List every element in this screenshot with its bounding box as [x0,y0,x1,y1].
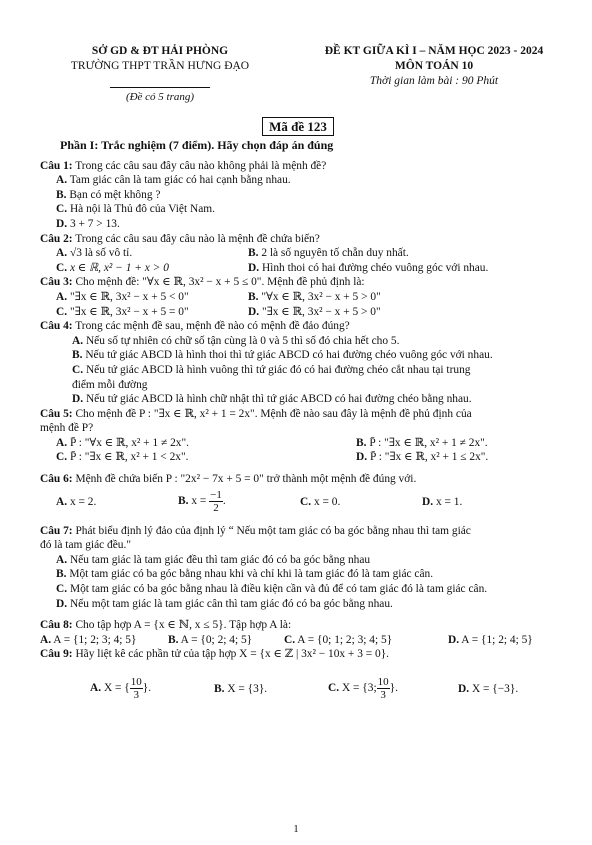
header-left [40,44,280,104]
fraction-numerator: 10 [130,676,142,688]
option-text: Một tam giác có ba góc bằng nhau khi và chỉ khi là tam giác đó là tam giác cân. [69,568,434,581]
option-letter: B. [168,633,179,646]
option-b [168,633,284,648]
fraction [377,676,390,701]
option-letter: B. [72,349,83,362]
options-row [56,450,572,465]
option-letter: C. [56,451,68,464]
option-c [56,305,248,320]
option-b [356,436,488,451]
subject-name: MÔN TOÁN 10 [394,60,474,72]
time-limit: Thời gian làm bài : 90 Phút [369,75,499,87]
option-text: x = 1. [435,495,463,508]
fraction-denominator: 3 [133,689,139,701]
option-letter: C. [56,583,68,596]
option-b: B. x = $\frac{-1}{2}$ . [178,488,226,514]
option-text: Nếu tứ giác ABCD là hình thoi thì tứ giác ABCD có hai đường chéo vuông góc với nhau. [85,349,493,362]
spacer [40,514,572,524]
question-text: Phát biểu định lý đảo của định lý “ Nếu một tam giác có ba góc bằng nhau thì tam giác [75,524,471,537]
option-letter: D. [448,633,460,646]
option-text: Nếu tứ giác ABCD là hình chữ nhật thì tứ giác ABCD có hai đường chéo bằng nhau. [85,393,472,406]
exam-code: Mã đề 123 [262,117,334,136]
option-text: Hà nội là Thủ đô của Việt Nam. [69,203,215,216]
option-letter: B. [214,683,225,695]
option-b [72,348,572,363]
page-number: 1 [293,823,299,835]
question-label: Câu 9: [40,648,73,661]
option-b [56,567,572,582]
question-9 [40,647,572,662]
option-a [56,489,178,514]
question-label: Câu 8: [40,619,73,632]
option-text: A = {0; 2; 4; 5} [180,633,253,646]
option-letter: A. [56,436,68,449]
question-5-continued: mệnh đề P? [40,422,94,435]
option-letter: A. [90,682,102,695]
spacer [40,465,572,472]
option-letter: D. [356,451,368,464]
option-a [56,173,572,188]
spacer [40,611,572,618]
option-letter: A. [72,334,84,347]
option-text: Nếu một tam giác là tam giác cân thì tam giác đó có ba góc bằng nhau. [69,597,393,610]
option-d [248,305,381,320]
option-text: "∀x ∈ ℝ, 3x² − x + 5 > 0" [261,290,381,303]
option-text: A = {0; 1; 2; 3; 4; 5} [297,633,393,646]
question-text: Cho tập hợp A = {x ∈ ℕ, x ≤ 5}. Tập hợp A là: [75,619,292,632]
option-text: "∃x ∈ ℝ, 3x² − x + 5 > 0" [261,305,381,318]
question-5 [40,407,572,422]
option-text: Hình thoi có hai đường chéo vuông góc với nhau. [261,261,489,274]
option-letter: D. [56,217,68,230]
options-row [40,633,572,648]
option-text: Nếu số tự nhiên có chữ số tận cùng là 0 và 5 thì số đó chia hết cho 5. [85,334,400,347]
option-letter: A. [56,247,68,260]
options-row [56,305,572,320]
options-row [56,489,572,514]
option-c [56,202,572,217]
option-a [56,290,248,305]
option-text: A = {1; 2; 4; 5} [461,633,533,646]
question-6 [40,472,572,487]
option-text: "∃x ∈ ℝ, 3x² − x + 5 < 0" [69,290,189,303]
option-letter: D. [56,597,68,610]
option-letter: C. [56,203,68,216]
option-letter: B. [178,494,189,507]
option-text: P̄ : "∃x ∈ ℝ, x² + 1 ≤ 2x". [369,451,489,464]
question-label: Câu 3: [40,276,73,289]
option-c-continued: điểm mỗi đường [72,378,148,391]
option-letter: A. [56,290,68,303]
fraction-denominator: 3 [380,689,386,701]
option-text: }. [142,682,152,695]
question-text: Hãy liệt kê các phần tử của tập hợp X = {x ∈ ℤ | 3x² − 10x + 3 = 0}. [75,648,390,661]
option-text: √3 là số vô tỉ. [69,247,133,260]
option-text: X = {−3}. [471,683,519,695]
option-letter: B. [248,247,259,260]
exam-body [40,138,572,701]
question-7 [40,524,572,539]
fraction [209,489,223,514]
options-row [56,261,572,276]
options-row [56,436,572,451]
question-label: Câu 1: [40,159,73,172]
option-d [422,489,544,514]
option-d [56,597,572,612]
option-letter: D. [248,261,260,274]
option-d [56,217,572,232]
option-text: P̄ : "∀x ∈ ℝ, x² + 1 ≠ 2x". [69,436,189,449]
question-text: Cho mệnh đề P : "∃x ∈ ℝ, x² + 1 = 2x". Mệnh đề nào sau đây là mệnh đề phủ định của [75,407,472,420]
question-3 [40,275,572,290]
option-a [56,246,248,261]
question-text: Trong các mệnh đề sau, mệnh đề nào có mệnh đề đảo đúng? [75,320,350,333]
option-a [56,553,572,568]
option-a [90,676,214,701]
option-text: P̄ : "∃x ∈ ℝ, x² + 1 ≠ 2x". [369,436,488,449]
option-b [214,676,328,701]
option-d [72,392,572,407]
question-text: Trong các câu sau đây câu nào không phải là mệnh đề? [75,159,327,172]
school-name: TRƯỜNG THPT TRẦN HƯNG ĐẠO [70,60,250,72]
option-text: Một tam giác có ba góc bằng nhau là điều kiện cần và đủ để có tam giác đó là tam giác cân. [69,583,488,596]
option-c [300,489,422,514]
question-7-continued: đó là tam giác đều." [40,539,131,552]
option-letter: B. [56,188,67,201]
option-text: Nếu tam giác là tam giác đều thì tam giác đó có ba góc bằng nhau [69,553,371,566]
option-text: P̄ : "∃x ∈ ℝ, x² + 1 < 2x". [69,451,189,464]
header-right [300,44,568,89]
option-letter: C. [284,633,296,646]
fraction-denominator: 2 [213,501,219,514]
option-c [56,261,248,276]
option-text: x = 2. [69,495,97,508]
option-d [248,261,488,276]
question-label: Câu 2: [40,232,73,245]
option-text: X = {3}. [227,683,268,695]
question-2 [40,232,572,247]
option-a [56,436,356,451]
option-text: "∃x ∈ ℝ, 3x² − x + 5 = 0" [69,305,189,318]
question-4 [40,319,572,334]
options-row [56,290,572,305]
option-c [284,633,448,648]
option-b [56,188,572,203]
option-letter: B. [248,290,259,303]
fraction [130,676,143,701]
option-text: A = {1; 2; 3; 4; 5} [53,633,137,646]
option-letter: A. [56,495,68,508]
option-letter: D. [248,305,260,318]
option-letter: A. [40,633,52,646]
option-letter: D. [422,495,434,508]
option-text: Tam giác cân là tam giác có hai cạnh bằng nhau. [69,174,291,187]
options-row [56,246,572,261]
option-d [356,450,488,465]
question-1 [40,159,572,174]
option-letter: B. [56,568,67,581]
part-title: Phần I: Trắc nghiệm (7 điểm). Hãy chọn đáp án đúng [60,138,334,152]
option-text: X = {3; [341,682,377,695]
option-c [56,450,356,465]
option-text: x ∈ ℝ, x² − 1 + x > 0 [69,261,169,274]
option-d [458,676,558,701]
question-text: Mệnh đề chứa biến P : "2x² − 7x + 5 = 0" trở thành một mệnh đề đúng với. [75,473,417,486]
fraction-numerator: 10 [377,676,389,688]
option-b [248,290,381,305]
pages-note: (Đề có 5 trang) [125,91,195,103]
option-a [40,633,168,648]
fraction-numerator: −1 [210,488,222,501]
option-letter: C. [72,363,84,376]
question-text: Cho mệnh đề: "∀x ∈ ℝ, 3x² − x + 5 ≤ 0". Mệnh đề phủ định là: [75,276,365,289]
option-letter: B. [356,436,367,449]
option-letter: D. [458,683,470,695]
option-b [248,246,409,261]
option-text: x = [191,494,207,507]
option-letter: C. [300,495,312,508]
question-label: Câu 7: [40,524,73,537]
option-letter: D. [72,393,84,406]
question-label: Câu 4: [40,320,73,333]
option-letter: A. [56,553,68,566]
option-text: }. [389,682,398,695]
question-text: Trong các câu sau đây câu nào là mệnh đề chứa biến? [75,232,320,245]
option-letter: C. [56,261,68,274]
option-text: Bạn có mệt không ? [69,188,161,201]
option-c [328,676,458,701]
option-text: 3 + 7 > 13. [69,217,120,230]
option-text: 2 là số nguyên tố chẵn duy nhất. [261,247,409,260]
option-letter: C. [56,305,68,318]
option-text: Nếu tứ giác ABCD là hình vuông thì tứ giác đó có hai đường chéo cắt nhau tại trung [85,363,471,376]
option-text: X = { [103,682,130,695]
options-row [90,676,572,701]
question-label: Câu 6: [40,473,73,486]
option-a [72,334,572,349]
option-c [72,363,572,378]
question-label: Câu 5: [40,407,73,420]
dept-name: SỞ GD & ĐT HẢI PHÒNG [91,45,229,57]
option-text: x = 0. [313,495,341,508]
option-letter: A. [56,174,68,187]
question-8 [40,618,572,633]
option-d [448,633,568,648]
header-divider [110,87,210,88]
exam-title: ĐỀ KT GIỮA KÌ I – NĂM HỌC 2023 - 2024 [324,45,544,57]
option-c [56,582,572,597]
option-letter: C. [328,682,340,695]
